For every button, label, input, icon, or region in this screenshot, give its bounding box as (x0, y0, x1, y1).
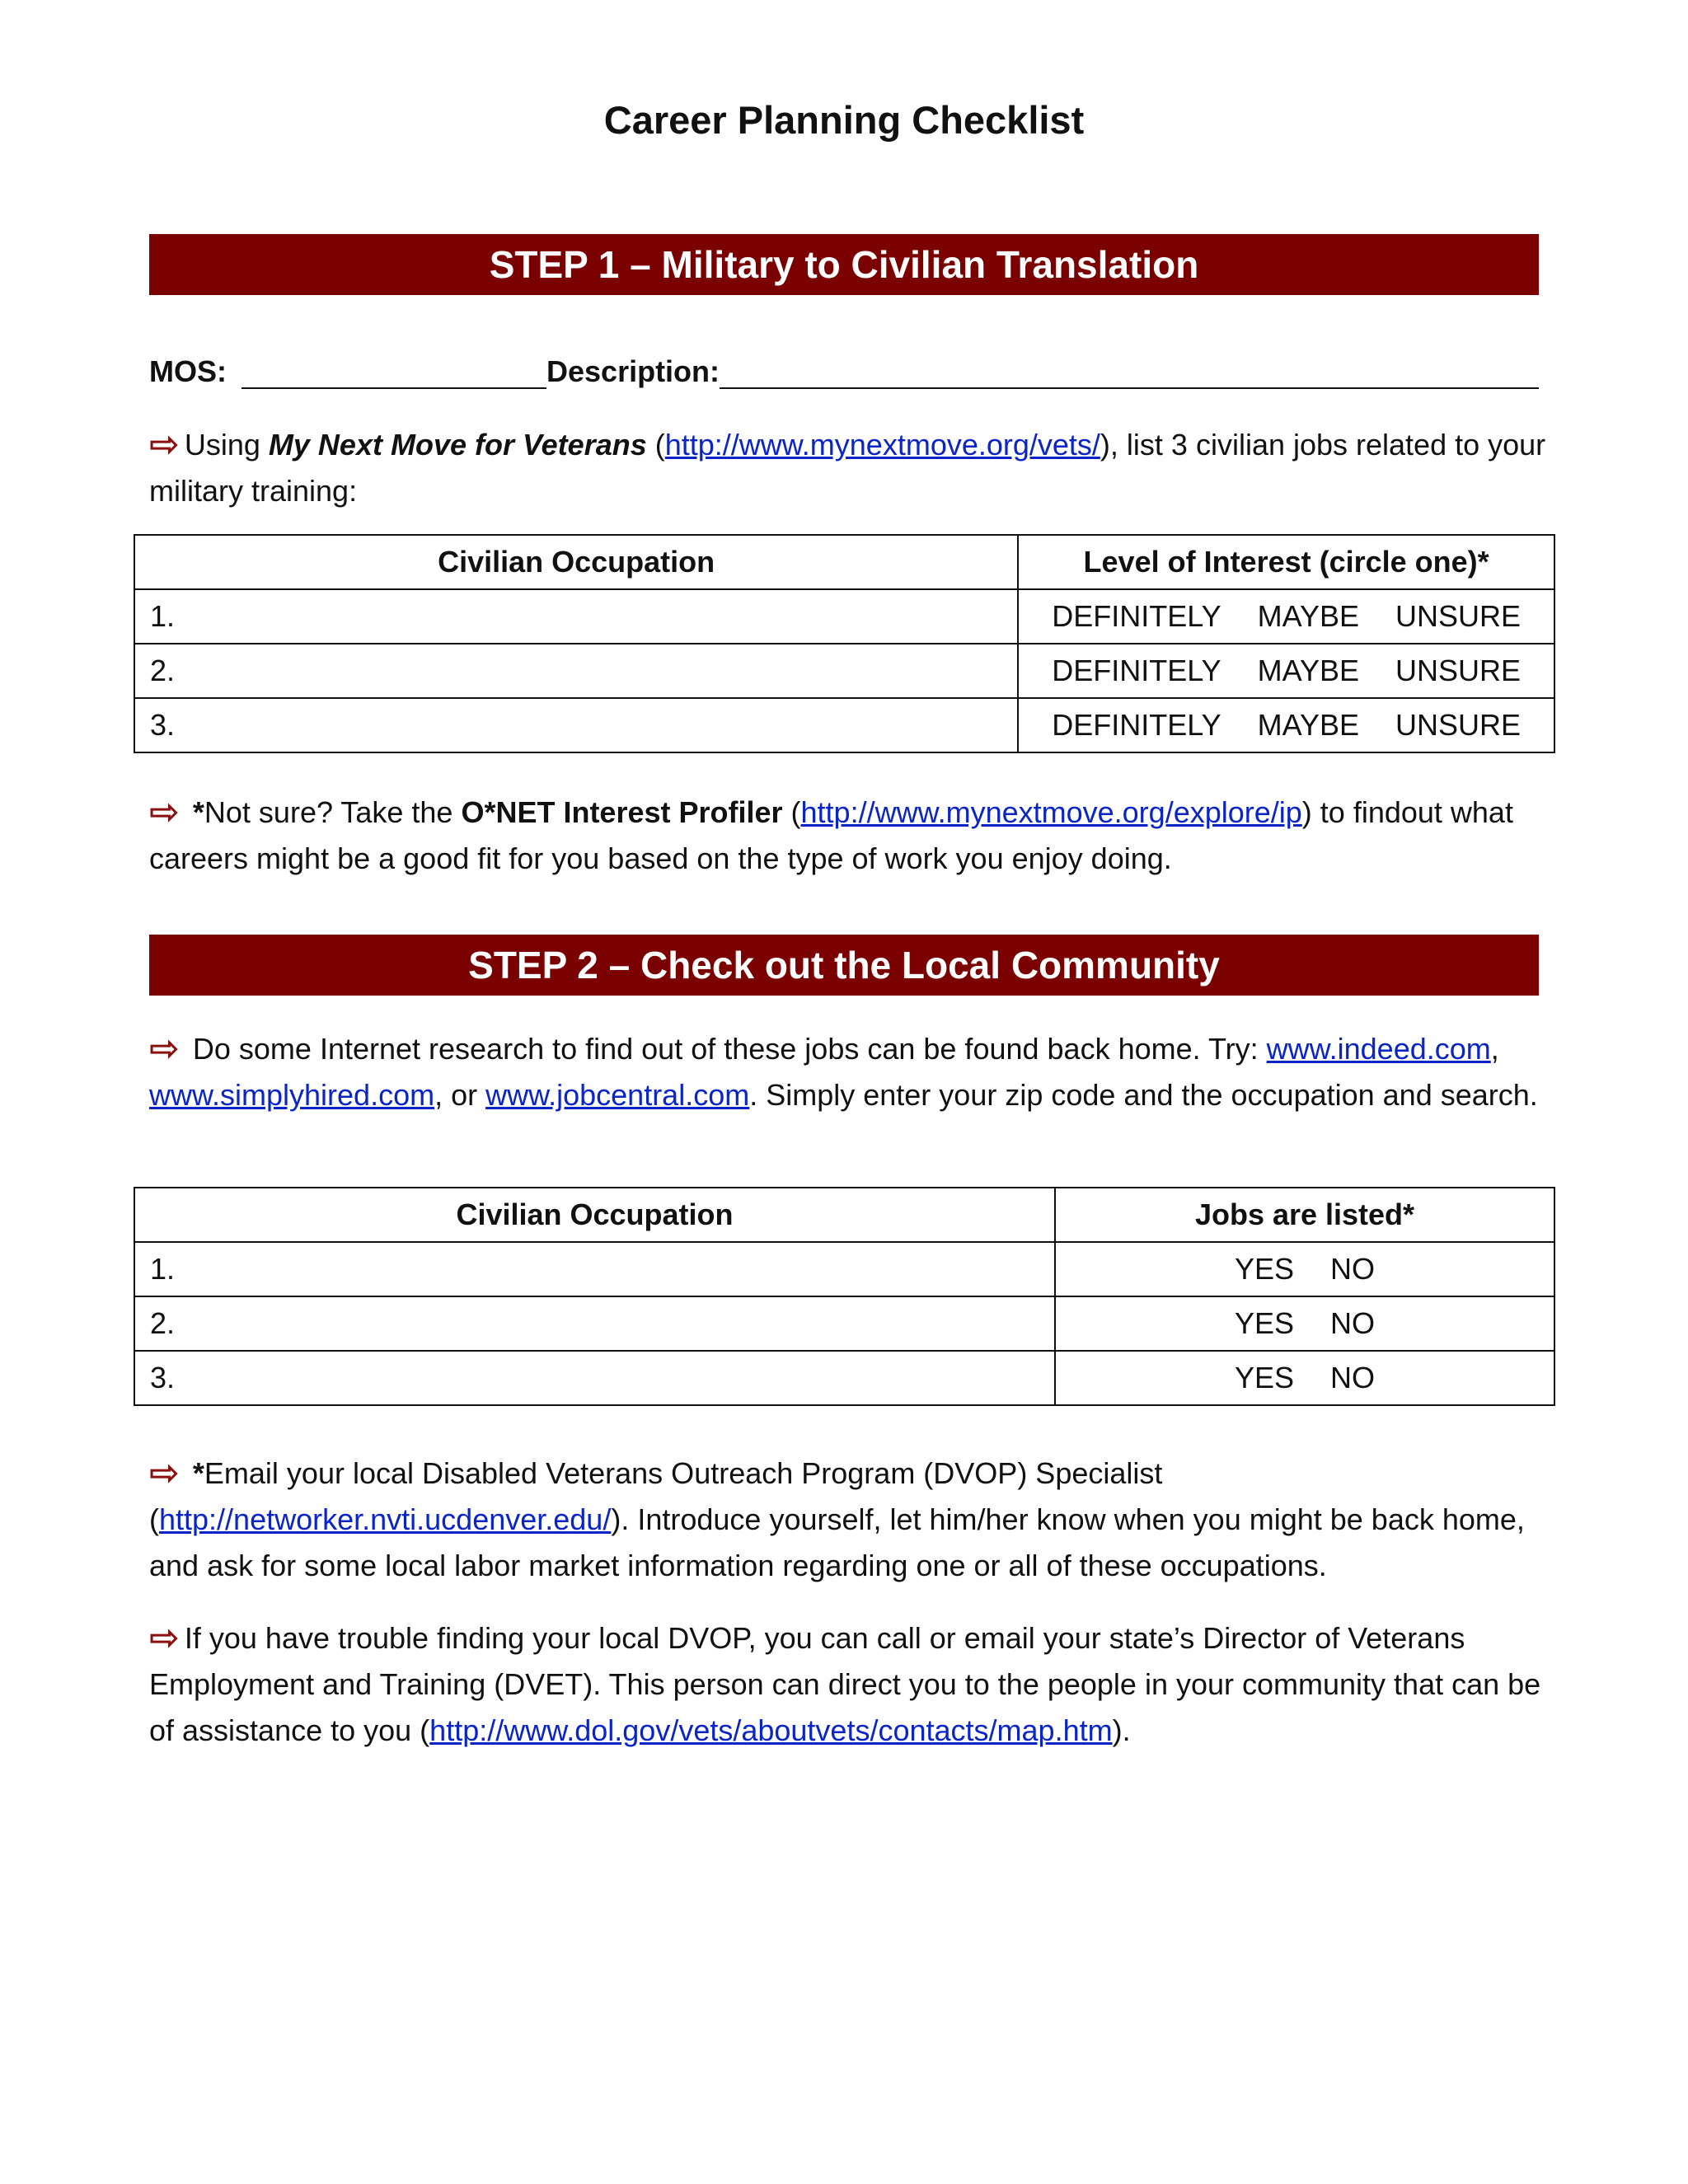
option-definitely[interactable]: DEFINITELY (1052, 599, 1221, 633)
page-title: Career Planning Checklist (603, 98, 1085, 142)
dvop-email-note (149, 1451, 1550, 1589)
separator: , (1490, 1032, 1499, 1066)
email-post-text: ). Introduce yourself, let him/her know when you might be back home, and ask for some local labor market information regarding one or all of these occupations. (149, 1502, 1525, 1582)
step2-intro-text: Do some Internet research to find out of these jobs can be found back home. Try: (192, 1032, 1267, 1066)
option-yes[interactable]: YES (1234, 1252, 1295, 1286)
table-row (134, 1296, 1554, 1351)
column-header-occupation: Civilian Occupation (134, 535, 1018, 589)
table-row (134, 1351, 1554, 1405)
occupation-cell[interactable]: 3. (134, 698, 1018, 752)
occupation-cell[interactable]: 3. (134, 1351, 1055, 1405)
option-maybe[interactable]: MAYBE (1257, 599, 1359, 633)
interest-table (134, 534, 1555, 753)
onet-profiler-title: O*NET Interest Profiler (461, 795, 783, 829)
option-no[interactable]: NO (1330, 1361, 1376, 1394)
occupation-cell[interactable]: 1. (134, 589, 1018, 644)
description-label: Description: (546, 354, 720, 388)
interest-options-cell (1018, 644, 1554, 698)
right-arrow-icon: ⇨ (149, 1029, 180, 1069)
interest-options-cell (1018, 698, 1554, 752)
intro-bold-title: My Next Move for Veterans (268, 428, 647, 462)
jobcentral-link[interactable]: www.jobcentral.com (485, 1078, 750, 1112)
dvet-pre-text: If you have trouble finding your local DVOP, you can call or email your state’s Director of Veterans Employment and Training (DVET). This person can direct you to the people in your community that can be of assistance to you ( (149, 1621, 1541, 1747)
table-header-row (134, 535, 1554, 589)
jobs-listed-table (134, 1187, 1555, 1406)
jobs-options-cell (1055, 1351, 1554, 1405)
dvop-networker-link[interactable]: http://networker.nvti.ucdenver.edu/ (159, 1502, 612, 1536)
occupation-cell[interactable]: 2. (134, 644, 1018, 698)
option-no[interactable]: NO (1330, 1252, 1376, 1286)
option-maybe[interactable]: MAYBE (1257, 654, 1359, 687)
indeed-link[interactable]: www.indeed.com (1266, 1032, 1491, 1066)
column-header-occupation: Civilian Occupation (134, 1188, 1055, 1242)
step1-heading: STEP 1 – Military to Civilian Translation (149, 234, 1539, 295)
right-arrow-icon: ⇨ (149, 1618, 180, 1658)
table-row (134, 589, 1554, 644)
dvet-note (149, 1615, 1550, 1754)
step2-intro (149, 1026, 1550, 1118)
dol-vets-contacts-link[interactable]: http://www.dol.gov/vets/aboutvets/contacts/map.htm (429, 1713, 1113, 1747)
email-asterisk: * (192, 1456, 204, 1490)
step2-heading: STEP 2 – Check out the Local Community (149, 935, 1539, 996)
table-header-row (134, 1188, 1554, 1242)
option-unsure[interactable]: UNSURE (1395, 654, 1521, 687)
column-header-jobs-listed: Jobs are listed* (1055, 1188, 1554, 1242)
right-arrow-icon: ⇨ (149, 1453, 180, 1493)
option-definitely[interactable]: DEFINITELY (1052, 654, 1221, 687)
email-pre-text: Email your local Disabled Veterans Outreach Program (DVOP) Specialist ( (149, 1456, 1163, 1536)
note-asterisk: * (192, 795, 204, 829)
note-post-text: to findout what careers might be a good fit for you based on the type of work you enjoy doing. (149, 795, 1513, 875)
interest-profiler-link[interactable]: http://www.mynextmove.org/explore/ip (800, 795, 1302, 829)
mos-blank-field[interactable] (241, 356, 546, 389)
note-pre-text: Not sure? Take the (204, 795, 462, 829)
separator: , or (434, 1078, 486, 1112)
option-definitely[interactable]: DEFINITELY (1052, 708, 1221, 742)
column-header-interest: Level of Interest (circle one)* (1018, 535, 1554, 589)
mynextmove-vets-link[interactable]: http://www.mynextmove.org/vets/ (664, 428, 1100, 462)
right-arrow-icon: ⇨ (149, 424, 180, 465)
table-row (134, 644, 1554, 698)
mos-description-line (149, 354, 1539, 389)
mos-label: MOS: (149, 354, 227, 388)
option-maybe[interactable]: MAYBE (1257, 708, 1359, 742)
interest-profiler-note: ⇨ *Not sure? Take the O*NET Interest Profiler (http://www.mynextmove.org/explore/ip) to findout what careers might be a good fit for you based on the type of work you enjoy doing. (149, 792, 1513, 875)
simplyhired-link[interactable]: www.simplyhired.com (149, 1078, 435, 1112)
occupation-cell[interactable]: 2. (134, 1296, 1055, 1351)
jobs-options-cell (1055, 1242, 1554, 1296)
occupation-cell[interactable]: 1. (134, 1242, 1055, 1296)
option-yes[interactable]: YES (1234, 1306, 1295, 1340)
option-unsure[interactable]: UNSURE (1395, 599, 1521, 633)
option-yes[interactable]: YES (1234, 1361, 1295, 1394)
jobs-options-cell (1055, 1296, 1554, 1351)
right-arrow-icon: ⇨ (149, 792, 180, 832)
step2-intro-post: . Simply enter your zip code and the occupation and search. (749, 1078, 1538, 1112)
description-blank-field[interactable] (720, 356, 1539, 389)
step1-intro: ⇨ Using My Next Move for Veterans (http://www.mynextmove.org/vets/), list 3 civilian jobs related to your military training: (149, 424, 1546, 508)
table-row (134, 698, 1554, 752)
option-no[interactable]: NO (1330, 1306, 1376, 1340)
option-unsure[interactable]: UNSURE (1395, 708, 1521, 742)
dvet-post-text: ). (1112, 1713, 1131, 1747)
table-row (134, 1242, 1554, 1296)
interest-options-cell (1018, 589, 1554, 644)
intro-text: Using (184, 428, 269, 462)
intro-post-text: , list 3 civilian jobs related to your military training: (149, 428, 1546, 508)
